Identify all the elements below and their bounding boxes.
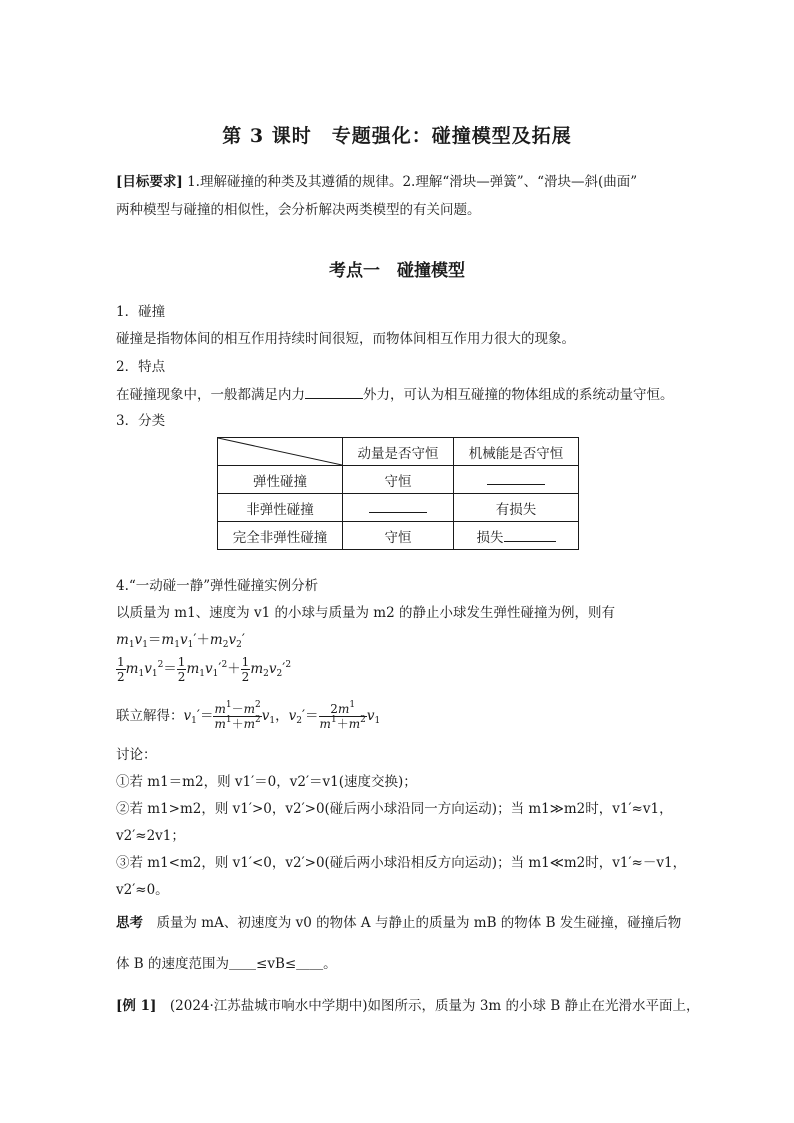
example-line <box>116 996 700 1016</box>
table-row <box>218 466 579 494</box>
table-cell <box>454 522 579 550</box>
table-row <box>218 494 579 522</box>
answer-blank <box>487 470 545 485</box>
table-cell: 非弹性碰撞 <box>218 494 343 522</box>
goal-label: [目标要求] <box>116 174 183 190</box>
table-cell-blank <box>343 494 454 522</box>
table-corner-cell <box>218 438 343 466</box>
diagonal-line <box>218 438 342 465</box>
energy-equation: $\frac{1}{2}$ $m_1v_1^2=$ $\frac{1}{2}$ $m_1v_1'^2+$ $\frac{1}{2}$ $m_2v_2'^2$ <box>117 655 292 684</box>
classification-table <box>217 437 579 550</box>
table-header-row <box>218 438 579 466</box>
table-row <box>218 522 579 550</box>
goal-text-2: 两种模型与碰撞的相似性，会分析解决两类模型的有关问题。 <box>116 202 481 218</box>
think-label: 思考 <box>116 915 143 931</box>
table-cell-text: 损失 <box>476 529 504 546</box>
table-cell-blank <box>454 466 579 494</box>
momentum-equation: $m_1v_1=m_1v_1'+m_2v_2'$ <box>116 632 245 650</box>
features-text <box>116 384 674 405</box>
case-2-line-2: v2′≈2v1； <box>116 828 185 844</box>
solution-equation: 联立解得：$v_1'=$ $\frac{m^1-m^2}{m^1+m^2}$ $v_1$，$v_2'=$ $\frac{2m^1}{m^1+m^2}$ $v_1$ <box>116 700 381 731</box>
example-label: [例 1] <box>116 998 157 1014</box>
table-cell: 有损失 <box>454 494 579 522</box>
table-cell: 弹性碰撞 <box>218 466 343 494</box>
answer-blank <box>305 384 363 399</box>
section-title: 考点一 碰撞模型 <box>329 261 465 281</box>
table-header: 动量是否守恒 <box>343 438 454 466</box>
think-line-1 <box>116 913 681 933</box>
table-cell: 完全非弹性碰撞 <box>218 522 343 550</box>
page-title: 第 3 课时 专题强化：碰撞模型及拓展 <box>222 125 572 147</box>
case-1: ①若 m1＝m2，则 v1′＝0，v2′＝v1(速度交换)； <box>116 774 417 790</box>
case-3-line-1: ③若 m1<m2，则 v1′<0，v2′>0(碰后两小球沿相反方向运动)；当 m1≪m2时，v1′≈－v1， <box>116 855 687 871</box>
features-text-a: 在碰撞现象中，一般都满足内力 <box>116 387 305 403</box>
table-cell: 守恒 <box>343 466 454 494</box>
example-text: (2024·江苏盐城市响水中学期中)如图所示，质量为 3m 的小球 B 静止在光滑水平面上， <box>169 998 700 1014</box>
heading-example-analysis: 4.“一动碰一静”弹性碰撞实例分析 <box>116 578 319 594</box>
table-cell: 守恒 <box>343 522 454 550</box>
analysis-intro: 以质量为 m1、速度为 v1 的小球与质量为 m2 的静止小球发生弹性碰撞为例，则有 <box>116 605 615 621</box>
features-text-b: 外力，可认为相互碰撞的物体组成的系统动量守恒。 <box>363 387 674 403</box>
heading-classification: 3．分类 <box>116 413 166 429</box>
heading-collision: 1．碰撞 <box>116 304 166 320</box>
heading-features: 2．特点 <box>116 359 166 375</box>
solve-label: 联立解得： <box>116 708 184 724</box>
discussion-label: 讨论： <box>116 747 157 763</box>
answer-blank <box>369 498 427 513</box>
case-2-line-1: ②若 m1>m2，则 v1′>0，v2′>0(碰后两小球沿同一方向运动)；当 m1≫m2时，v1′≈v1， <box>116 801 673 817</box>
answer-blank <box>504 527 556 542</box>
think-text-1: 质量为 mA、初速度为 v0 的物体 A 与静止的质量为 mB 的物体 B 发生碰撞，碰撞后物 <box>156 915 682 931</box>
goal-line-1 <box>116 172 637 192</box>
goal-text-1: 1.理解碰撞的种类及其遵循的规律。2.理解“滑块—弹簧”、“滑块—斜(曲面” <box>187 174 638 190</box>
think-line-2: 体 B 的速度范围为＿＿≤vB≤＿＿。 <box>116 956 337 972</box>
collision-definition: 碰撞是指物体间的相互作用持续时间很短，而物体间相互作用力很大的现象。 <box>116 331 575 347</box>
case-3-line-2: v2′≈0。 <box>116 882 169 898</box>
table-header: 机械能是否守恒 <box>454 438 579 466</box>
